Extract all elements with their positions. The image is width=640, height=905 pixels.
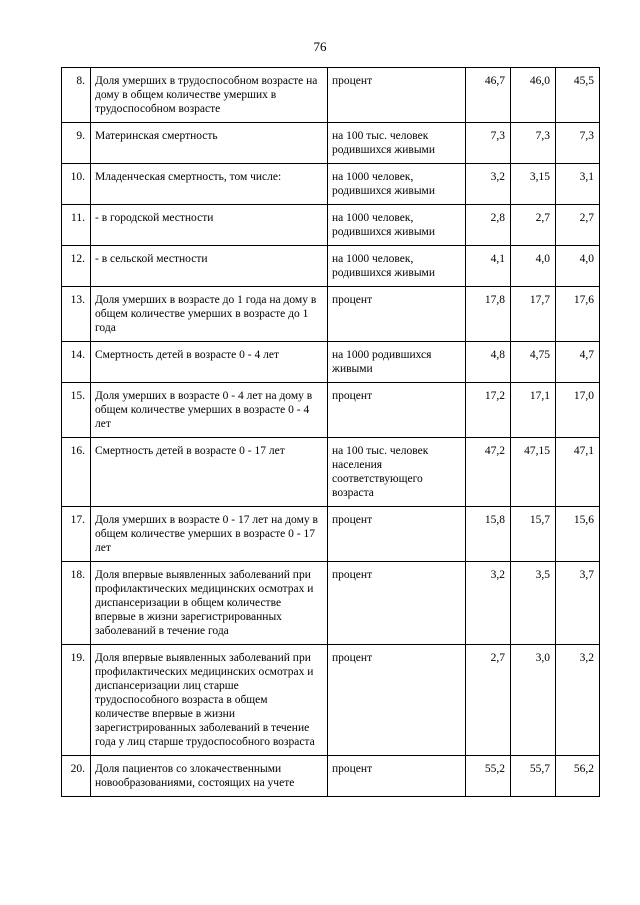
value-year-1: 17,8 xyxy=(466,287,511,342)
table-row xyxy=(62,438,600,507)
value-year-3: 17,0 xyxy=(556,383,600,438)
indicator-name: Доля умерших в трудоспособном возрасте на дому в общем количестве умерших в трудоспособном возрасте xyxy=(91,68,328,123)
unit-cell: процент xyxy=(328,507,466,562)
indicator-name: Доля впервые выявленных заболеваний при профилактических медицинских осмотрах и диспансеризации лиц старше трудоспособного возраста в общем количестве впервые в жизни зарегистрированных заболеваний в течение года у лиц старше трудоспособного возраста xyxy=(91,645,328,756)
value-year-3: 4,0 xyxy=(556,246,600,287)
unit-cell: на 1000 родившихся живыми xyxy=(328,342,466,383)
page-number: 76 xyxy=(313,39,327,54)
value-year-2: 3,5 xyxy=(511,562,556,645)
value-year-3: 7,3 xyxy=(556,123,600,164)
value-year-1: 4,1 xyxy=(466,246,511,287)
value-year-1: 3,2 xyxy=(466,562,511,645)
row-number: 14. xyxy=(62,342,91,383)
value-year-1: 46,7 xyxy=(466,68,511,123)
value-year-1: 55,2 xyxy=(466,756,511,797)
value-year-1: 7,3 xyxy=(466,123,511,164)
indicator-name: Смертность детей в возрасте 0 - 4 лет xyxy=(91,342,328,383)
value-year-1: 2,7 xyxy=(466,645,511,756)
value-year-3: 56,2 xyxy=(556,756,600,797)
unit-cell: на 1000 человек, родившихся живыми xyxy=(328,205,466,246)
row-number: 20. xyxy=(62,756,91,797)
unit-cell: процент xyxy=(328,645,466,756)
value-year-3: 3,7 xyxy=(556,562,600,645)
unit-cell: процент xyxy=(328,562,466,645)
value-year-2: 3,15 xyxy=(511,164,556,205)
indicator-name: Доля пациентов со злокачественными новообразованиями, состоящих на учете xyxy=(91,756,328,797)
indicator-name: Смертность детей в возрасте 0 - 17 лет xyxy=(91,438,328,507)
table-row xyxy=(62,123,600,164)
value-year-3: 3,2 xyxy=(556,645,600,756)
row-number: 15. xyxy=(62,383,91,438)
value-year-2: 15,7 xyxy=(511,507,556,562)
row-number: 13. xyxy=(62,287,91,342)
indicators-table xyxy=(61,67,600,797)
unit-cell: на 1000 человек, родившихся живыми xyxy=(328,246,466,287)
value-year-2: 55,7 xyxy=(511,756,556,797)
value-year-1: 4,8 xyxy=(466,342,511,383)
value-year-2: 17,1 xyxy=(511,383,556,438)
indicator-name: Материнская смертность xyxy=(91,123,328,164)
row-number: 11. xyxy=(62,205,91,246)
table-row xyxy=(62,287,600,342)
unit-cell: процент xyxy=(328,756,466,797)
value-year-3: 2,7 xyxy=(556,205,600,246)
table-row xyxy=(62,246,600,287)
row-number: 18. xyxy=(62,562,91,645)
value-year-2: 4,0 xyxy=(511,246,556,287)
indicator-name: - в сельской местности xyxy=(91,246,328,287)
table-row xyxy=(62,507,600,562)
indicator-name: Доля умерших в возрасте до 1 года на дому в общем количестве умерших в возрасте до 1 года xyxy=(91,287,328,342)
unit-cell: процент xyxy=(328,68,466,123)
value-year-3: 45,5 xyxy=(556,68,600,123)
value-year-2: 3,0 xyxy=(511,645,556,756)
value-year-3: 4,7 xyxy=(556,342,600,383)
table-row xyxy=(62,164,600,205)
value-year-2: 17,7 xyxy=(511,287,556,342)
unit-cell: на 100 тыс. человек населения соответствующего возраста xyxy=(328,438,466,507)
unit-cell: на 100 тыс. человек родившихся живыми xyxy=(328,123,466,164)
value-year-1: 17,2 xyxy=(466,383,511,438)
row-number: 10. xyxy=(62,164,91,205)
row-number: 19. xyxy=(62,645,91,756)
value-year-1: 15,8 xyxy=(466,507,511,562)
value-year-3: 15,6 xyxy=(556,507,600,562)
unit-cell: на 1000 человек, родившихся живыми xyxy=(328,164,466,205)
table-row xyxy=(62,205,600,246)
table-row xyxy=(62,756,600,797)
value-year-3: 17,6 xyxy=(556,287,600,342)
table-row xyxy=(62,562,600,645)
indicator-name: Доля умерших в возрасте 0 - 17 лет на дому в общем количестве умерших в возрасте 0 - 17 лет xyxy=(91,507,328,562)
table-row xyxy=(62,68,600,123)
table-row xyxy=(62,645,600,756)
indicator-name: Доля впервые выявленных заболеваний при профилактических медицинских осмотрах и диспансеризации в общем количестве впервые в жизни зарегистрированных заболеваний в течение года xyxy=(91,562,328,645)
value-year-2: 4,75 xyxy=(511,342,556,383)
unit-cell: процент xyxy=(328,287,466,342)
value-year-2: 46,0 xyxy=(511,68,556,123)
value-year-2: 47,15 xyxy=(511,438,556,507)
table-row xyxy=(62,342,600,383)
value-year-3: 47,1 xyxy=(556,438,600,507)
row-number: 8. xyxy=(62,68,91,123)
unit-cell: процент xyxy=(328,383,466,438)
row-number: 17. xyxy=(62,507,91,562)
value-year-2: 7,3 xyxy=(511,123,556,164)
value-year-3: 3,1 xyxy=(556,164,600,205)
indicator-name: - в городской местности xyxy=(91,205,328,246)
row-number: 12. xyxy=(62,246,91,287)
row-number: 9. xyxy=(62,123,91,164)
indicator-name: Доля умерших в возрасте 0 - 4 лет на дому в общем количестве умерших в возрасте 0 - 4 лет xyxy=(91,383,328,438)
table-row xyxy=(62,383,600,438)
row-number: 16. xyxy=(62,438,91,507)
value-year-1: 3,2 xyxy=(466,164,511,205)
indicator-name: Младенческая смертность, том числе: xyxy=(91,164,328,205)
value-year-1: 2,8 xyxy=(466,205,511,246)
value-year-1: 47,2 xyxy=(466,438,511,507)
value-year-2: 2,7 xyxy=(511,205,556,246)
